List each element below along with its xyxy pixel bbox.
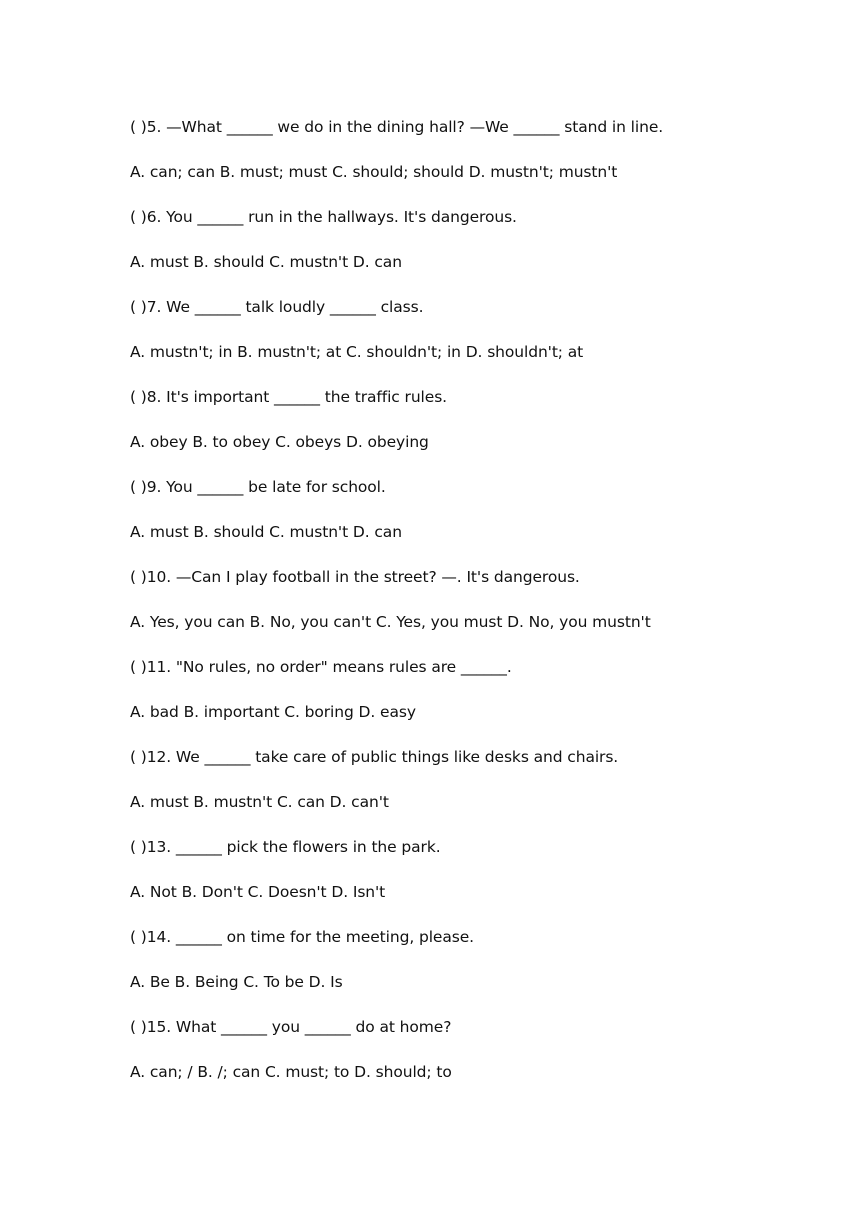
options-11: A. bad B. important C. boring D. easy: [130, 703, 416, 721]
question-8: ( )8. It's important ______ the traffic rules.: [130, 388, 448, 406]
question-12: ( )12. We ______ take care of public things like desks and chairs.: [130, 748, 619, 766]
options-15: A. can; / B. /; can C. must; to D. should; to: [130, 1063, 452, 1081]
question-10: ( )10. —Can I play football in the street? —. It's dangerous.: [130, 568, 580, 586]
question-5: ( )5. —What ______ we do in the dining hall? —We ______ stand in line.: [130, 118, 664, 136]
question-7: ( )7. We ______ talk loudly ______ class.: [130, 298, 424, 316]
question-15: ( )15. What ______ you ______ do at home?: [130, 1018, 452, 1036]
options-5: A. can; can B. must; must C. should; should D. mustn't; mustn't: [130, 163, 618, 181]
question-11: ( )11. "No rules, no order" means rules are ______.: [130, 658, 512, 676]
options-14: A. Be B. Being C. To be D. Is: [130, 973, 343, 991]
question-13: ( )13. ______ pick the flowers in the park.: [130, 838, 441, 856]
question-9: ( )9. You ______ be late for school.: [130, 478, 386, 496]
options-6: A. must B. should C. mustn't D. can: [130, 253, 402, 271]
question-14: ( )14. ______ on time for the meeting, please.: [130, 928, 474, 946]
document-page: [130, 114, 810, 1104]
options-13: A. Not B. Don't C. Doesn't D. Isn't: [130, 883, 386, 901]
options-8: A. obey B. to obey C. obeys D. obeying: [130, 433, 429, 451]
options-7: A. mustn't; in B. mustn't; at C. shouldn't; in D. shouldn't; at: [130, 343, 584, 361]
options-10: A. Yes, you can B. No, you can't C. Yes, you must D. No, you mustn't: [130, 613, 651, 631]
question-6: ( )6. You ______ run in the hallways. It's dangerous.: [130, 208, 517, 226]
options-9: A. must B. should C. mustn't D. can: [130, 523, 402, 541]
options-12: A. must B. mustn't C. can D. can't: [130, 793, 389, 811]
